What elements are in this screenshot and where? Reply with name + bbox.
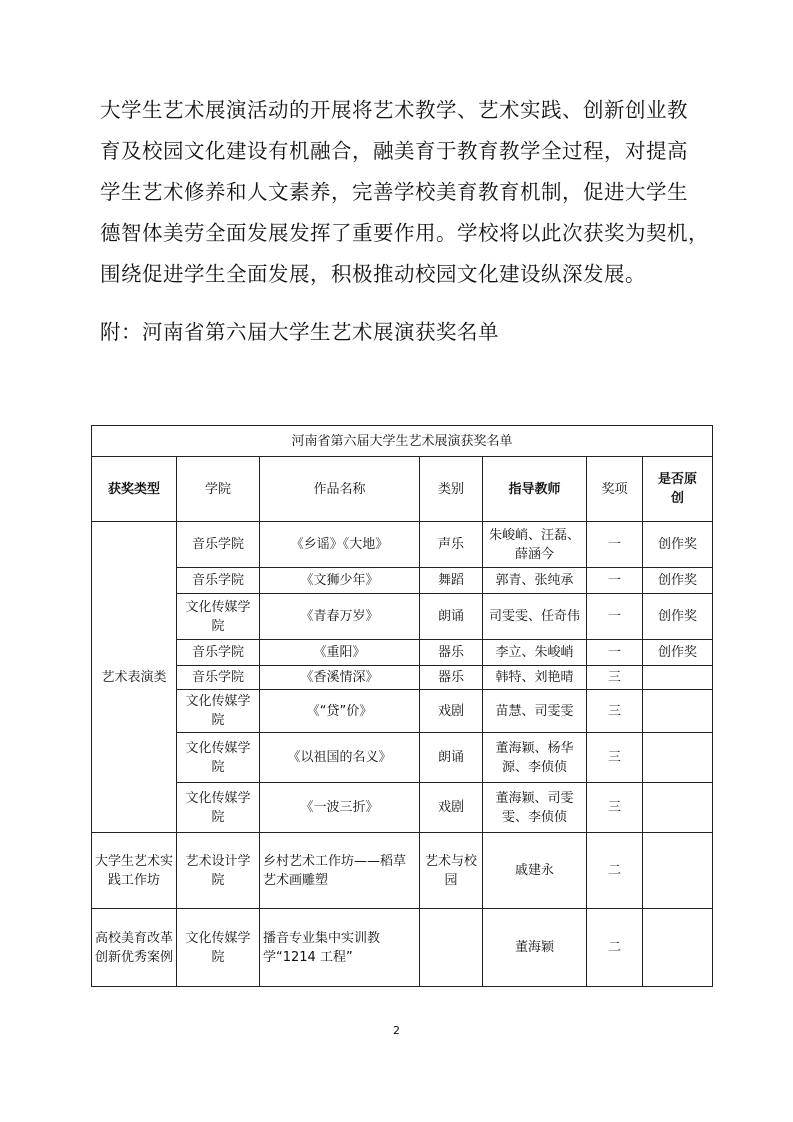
header-teacher: 指导教师 — [483, 457, 587, 522]
cell-original — [643, 733, 713, 783]
cell-original — [643, 909, 713, 987]
cell-award-type: 大学生艺术实践工作坊 — [92, 833, 177, 909]
paragraph-line: 学生艺术修养和人文素养，完善学校美育教育机制，促进大学生 — [100, 180, 688, 204]
cell-teacher: 苗慧、司雯雯 — [483, 690, 587, 733]
cell-work: 《一波三折》 — [260, 783, 420, 833]
header-college: 学院 — [177, 457, 260, 522]
cell-category: 舞蹈 — [420, 568, 483, 594]
cell-college: 文化传媒学院 — [177, 733, 260, 783]
cell-work: 《“贷”价》 — [260, 690, 420, 733]
cell-award: 三 — [587, 783, 643, 833]
award-table-body — [92, 426, 713, 987]
cell-college: 艺术设计学院 — [177, 833, 260, 909]
cell-teacher: 司雯雯、任奇伟 — [483, 594, 587, 640]
cell-award-type: 高校美育改革创新优秀案例 — [92, 909, 177, 987]
table-row — [92, 909, 713, 987]
table-row — [92, 783, 713, 833]
cell-original: 创作奖 — [643, 640, 713, 666]
cell-teacher: 李立、朱峻峭 — [483, 640, 587, 666]
table-row — [92, 594, 713, 640]
cell-award: 一 — [587, 594, 643, 640]
paragraph-line: 育及校园文化建设有机融合，融美育于教育教学全过程，对提高 — [100, 139, 688, 163]
cell-original — [643, 833, 713, 909]
table-caption: 河南省第六届大学生艺术展演获奖名单 — [92, 426, 713, 457]
table-row — [92, 833, 713, 909]
header-award-type: 获奖类型 — [92, 457, 177, 522]
table-row — [92, 522, 713, 568]
cell-college: 音乐学院 — [177, 640, 260, 666]
cell-category: 声乐 — [420, 522, 483, 568]
cell-college: 音乐学院 — [177, 666, 260, 690]
table-row — [92, 733, 713, 783]
appendix-title: 附：河南省第六届大学生艺术展演获奖名单 — [100, 320, 499, 344]
table-row — [92, 568, 713, 594]
cell-work: 播音专业集中实训教学“1214 工程” — [260, 909, 420, 987]
cell-college: 文化传媒学院 — [177, 783, 260, 833]
cell-teacher: 董海颖、杨华源、李侦侦 — [483, 733, 587, 783]
cell-college: 音乐学院 — [177, 522, 260, 568]
cell-college: 音乐学院 — [177, 568, 260, 594]
cell-category: 戏剧 — [420, 783, 483, 833]
cell-work: 《青春万岁》 — [260, 594, 420, 640]
cell-award: 一 — [587, 568, 643, 594]
cell-award: 一 — [587, 522, 643, 568]
cell-original — [643, 690, 713, 733]
cell-category: 戏剧 — [420, 690, 483, 733]
cell-original: 创作奖 — [643, 568, 713, 594]
table-row — [92, 690, 713, 733]
cell-work: 乡村艺术工作坊——稻草艺术画雕塑 — [260, 833, 420, 909]
cell-award-type: 艺术表演类 — [92, 522, 177, 833]
cell-work: 《文狮少年》 — [260, 568, 420, 594]
paragraph-line: 围绕促进学生全面发展，积极推动校园文化建设纵深发展。 — [100, 262, 646, 286]
header-category: 类别 — [420, 457, 483, 522]
cell-category: 器乐 — [420, 640, 483, 666]
page-number: 2 — [393, 1024, 400, 1037]
cell-award: 三 — [587, 690, 643, 733]
header-work: 作品名称 — [260, 457, 420, 522]
cell-work: 《乡谣》《大地》 — [260, 522, 420, 568]
cell-award: 三 — [587, 733, 643, 783]
cell-original — [643, 783, 713, 833]
table-row — [92, 666, 713, 690]
cell-original: 创作奖 — [643, 594, 713, 640]
cell-teacher: 朱峻峭、汪磊、薛涵今 — [483, 522, 587, 568]
cell-category: 艺术与校园 — [420, 833, 483, 909]
cell-category: 器乐 — [420, 666, 483, 690]
cell-award: 二 — [587, 909, 643, 987]
cell-award: 一 — [587, 640, 643, 666]
cell-award: 二 — [587, 833, 643, 909]
cell-category — [420, 909, 483, 987]
cell-category: 朗诵 — [420, 733, 483, 783]
cell-teacher: 韩特、刘艳晴 — [483, 666, 587, 690]
cell-award: 三 — [587, 666, 643, 690]
paragraph-line: 大学生艺术展演活动的开展将艺术教学、艺术实践、创新创业教 — [100, 98, 688, 122]
award-table — [91, 425, 713, 987]
cell-work: 《以祖国的名义》 — [260, 733, 420, 783]
table-header-row — [92, 457, 713, 522]
header-original: 是否原创 — [643, 457, 713, 522]
cell-college: 文化传媒学院 — [177, 594, 260, 640]
cell-original: 创作奖 — [643, 522, 713, 568]
cell-teacher: 戚建永 — [483, 833, 587, 909]
table-row — [92, 640, 713, 666]
cell-college: 文化传媒学院 — [177, 690, 260, 733]
paragraph-line: 德智体美劳全面发展发挥了重要作用。学校将以此次获奖为契机， — [100, 221, 709, 245]
cell-teacher: 郭青、张纯承 — [483, 568, 587, 594]
cell-work: 《香溪情深》 — [260, 666, 420, 690]
header-award: 奖项 — [587, 457, 643, 522]
cell-college: 文化传媒学院 — [177, 909, 260, 987]
cell-category: 朗诵 — [420, 594, 483, 640]
cell-teacher: 董海颖 — [483, 909, 587, 987]
cell-teacher: 董海颖、司雯雯、李侦侦 — [483, 783, 587, 833]
cell-original — [643, 666, 713, 690]
body-paragraph — [100, 90, 710, 295]
cell-work: 《重阳》 — [260, 640, 420, 666]
